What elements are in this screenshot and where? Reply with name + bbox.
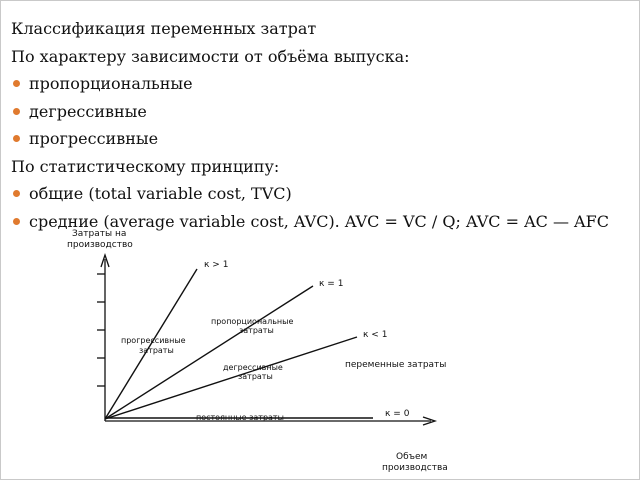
x-axis-label: производства xyxy=(382,463,448,473)
y-axis-label: Затраты на xyxy=(72,229,127,239)
bullet-text: пропорциональные xyxy=(29,74,193,93)
k-label-degressive: к < 1 xyxy=(363,330,388,340)
bullet-text: общие (total variable cost, TVC) xyxy=(29,184,292,203)
y-axis-ticks xyxy=(97,274,105,386)
proportional-cost-line xyxy=(105,286,313,419)
degressive-caption: дегрессивные xyxy=(223,363,283,372)
bullet-text: средние (average variable cost, AVC). AVC = VC / Q; AVC = AC — AFC xyxy=(29,211,609,231)
slide-title: Классификация переменных затрат xyxy=(11,19,317,38)
x-axis-label: Объем xyxy=(396,452,428,462)
section1-heading: По характеру зависимости от объёма выпуска: xyxy=(11,46,410,66)
section2-heading: По статистическому принципу: xyxy=(11,156,280,176)
y-axis-label: производство xyxy=(67,240,133,250)
progressive-caption: прогрессивные xyxy=(121,336,186,345)
bullet-text: дегрессивные xyxy=(29,101,147,121)
k-label-proportional: к = 1 xyxy=(319,279,344,289)
progressive-caption: затраты xyxy=(139,346,174,355)
proportional-caption: затраты xyxy=(239,326,274,335)
proportional-caption: пропорциональные xyxy=(211,317,294,326)
k-label-fixed: к = 0 xyxy=(385,409,410,419)
fixed-caption: постоянные затраты xyxy=(196,413,284,422)
cost-diagram xyxy=(1,1,639,479)
k-label-progressive: к > 1 xyxy=(204,260,229,270)
variable-costs-label: переменные затраты xyxy=(345,360,447,370)
degressive-caption: затраты xyxy=(238,372,273,381)
bullet-text: прогрессивные xyxy=(29,129,159,148)
